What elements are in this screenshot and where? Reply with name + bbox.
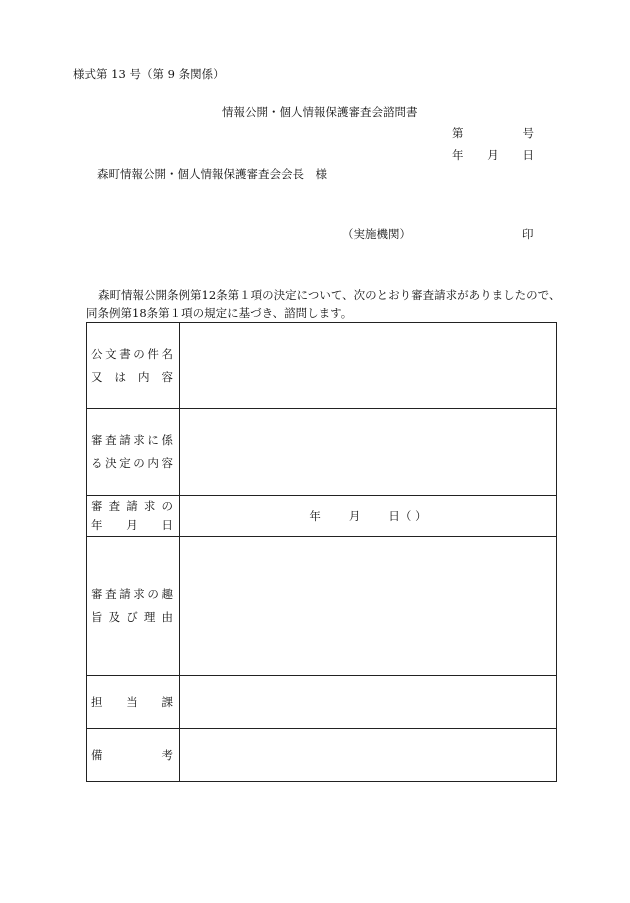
table-row [87,323,557,409]
table-row [87,729,557,782]
value-remarks[interactable] [180,729,557,782]
label-line: 備 考 [91,747,173,762]
form-number: 様式第 13 号（第 9 条関係） [73,67,225,81]
label-remarks [87,729,180,782]
label-line: 審 査 請 求 に 係 [91,433,173,447]
addressee: 森町情報公開・個人情報保護審査会会長 様 [97,167,327,181]
label-line: る 決 定 の 内 容 [91,456,173,470]
label-line: 又 は 内 容 [91,369,173,384]
label-line: 旨 及 び 理 由 [91,610,173,624]
number-prefix: 第 [452,126,464,140]
number-line [452,125,534,141]
date-line [452,147,534,163]
request-date-format [180,508,556,524]
label-request-purpose [87,537,180,676]
body-text-line1: 森町情報公開条例第12条第１項の決定について、次のとおり審査請求がありましたので、 [98,288,561,302]
date-year-mark: 年 [309,509,321,523]
value-decision-content[interactable] [180,409,557,496]
label-document-name [87,323,180,409]
table-row [87,409,557,496]
value-request-purpose[interactable] [180,537,557,676]
table-row [87,496,557,537]
table-row [87,537,557,676]
table-row [87,676,557,729]
date-year: 年 [452,148,464,162]
date-day: 日 [522,148,534,162]
label-decision-content [87,409,180,496]
document-title: 情報公開・個人情報保護審査会諮問書 [222,105,418,119]
value-document-name[interactable] [180,323,557,409]
label-line: 公 文 書 の 件 名 [91,346,173,361]
seal-mark: 印 [522,227,534,241]
label-request-date [87,496,180,537]
value-department[interactable] [180,676,557,729]
body-text-line2: 同条例第18条第１項の規定に基づき、諮問します。 [86,306,353,320]
label-line: 審 査 請 求 の 趣 [91,587,173,601]
label-department [87,676,180,729]
label-line: 年 月 日 [91,518,173,532]
label-line: 担 当 課 [91,694,173,709]
number-suffix: 号 [522,126,534,140]
request-table [86,322,557,782]
date-month-mark: 月 [348,509,361,523]
label-line: 審 査 請 求 の [91,499,173,513]
agency-label: （実施機関） [342,227,411,241]
date-day-mark: 日（ ） [388,509,427,523]
date-month: 月 [487,148,499,162]
value-request-date[interactable] [180,496,557,537]
